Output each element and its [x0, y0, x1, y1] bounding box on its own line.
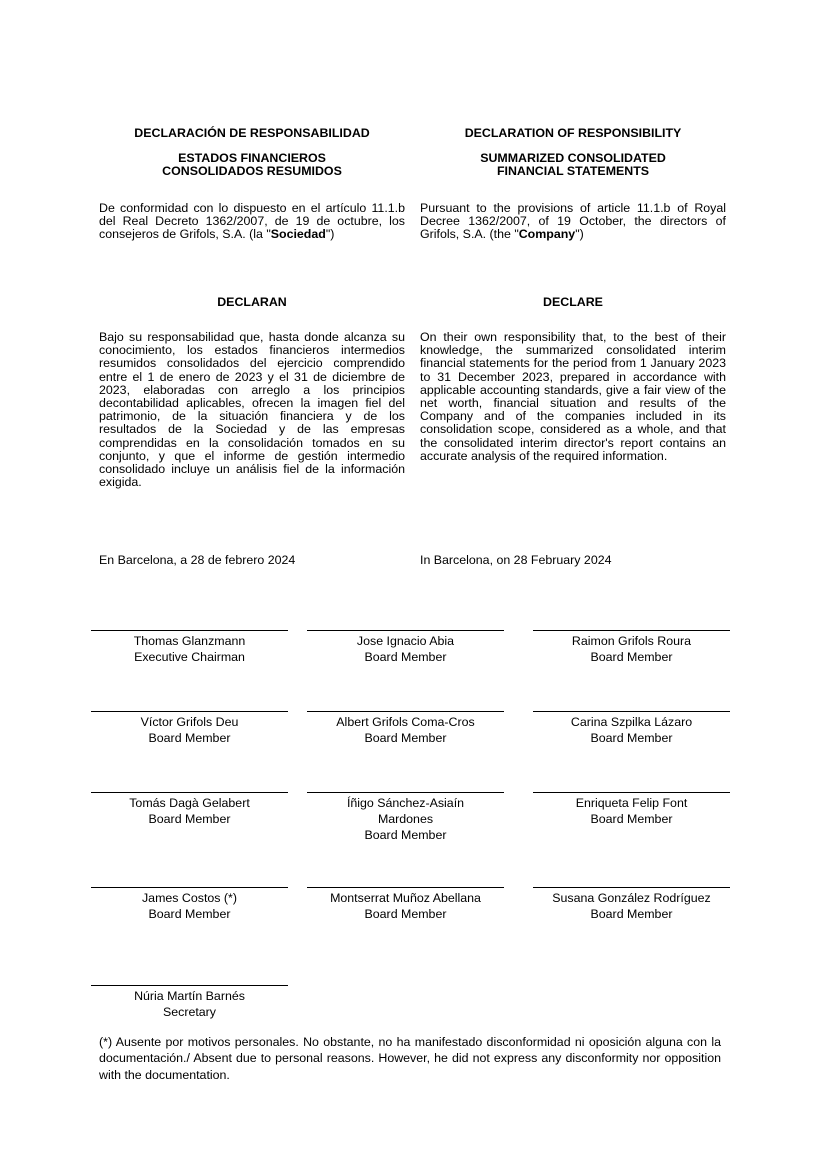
signatory-role: Executive Chairman — [134, 650, 245, 664]
spanish-title: DECLARACIÓN DE RESPONSABILIDAD — [134, 126, 370, 140]
signatory-role: Board Member — [590, 907, 673, 921]
signatory-name: Thomas Glanzmann — [133, 634, 246, 648]
signatory-name: Susana González Rodríguez — [552, 891, 711, 905]
signature-block — [91, 630, 288, 665]
signature-line — [307, 792, 504, 793]
signatory-role: Board Member — [590, 812, 673, 826]
english-place-date: In Barcelona, on 28 February 2024 — [420, 553, 612, 567]
signatory-name: Víctor Grifols Deu — [140, 715, 239, 729]
spanish-subtitle — [99, 152, 405, 178]
signatory-name: Jose Ignacio Abia — [356, 634, 455, 648]
signature-line — [307, 887, 504, 888]
signature-block — [533, 630, 730, 665]
signature-line — [307, 711, 504, 712]
signatory-name-line2: Mardones — [377, 812, 434, 826]
signatory-name: Raimon Grifols Roura — [571, 634, 692, 648]
signatory-name: Núria Martín Barnés — [134, 989, 245, 1003]
signature-block — [533, 887, 730, 922]
signatory-role: Board Member — [148, 812, 231, 826]
signature-line — [91, 887, 288, 888]
spanish-intro-prefix: De conformidad con lo dispuesto en el artículo 11.1.b del Real Decreto 1362/2007, de 19 de octubre, los consejeros de Grifols, S.A. (la " — [99, 201, 405, 242]
signatory-name: Tomás Dagà Gelabert — [129, 796, 250, 810]
spanish-place-date: En Barcelona, a 28 de febrero 2024 — [99, 553, 296, 567]
signatory-role: Secretary — [162, 1005, 217, 1019]
english-subtitle — [420, 152, 726, 178]
signature-block — [307, 792, 504, 843]
signature-line — [533, 887, 730, 888]
signature-block — [533, 711, 730, 746]
spanish-intro-suffix: ") — [325, 227, 335, 242]
english-intro-prefix: Pursuant to the provisions of article 11.1.b of Royal Decree 1362/2007, of 19 October, the directors of Grifols, S.A. (the " — [420, 201, 726, 242]
english-subtitle-line1: SUMMARIZED CONSOLIDATED — [480, 151, 666, 165]
signature-line — [91, 630, 288, 631]
signatory-role: Board Member — [364, 650, 447, 664]
signature-line — [91, 792, 288, 793]
signatory-role: Board Member — [364, 828, 447, 842]
signatory-role: Board Member — [590, 650, 673, 664]
english-intro — [420, 202, 726, 242]
signature-block — [307, 630, 504, 665]
signature-block — [307, 711, 504, 746]
signatory-name: Enriqueta Felip Font — [575, 796, 688, 810]
english-declare-heading: DECLARE — [543, 295, 603, 309]
english-declaration: On their own responsibility that, to the best of their knowledge, the summarized consolidated interim financial statements for the period from 1 January 2023 to 31 December 2023, prepared in accordance with applicable accounting standards, give a fair view of the net worth, financial situation and results of the Company and of the companies included in its consolidation scope, considered as a whole, and that the consolidated interim director's report contains an accurate analysis of the required information. — [420, 330, 726, 463]
english-intro-suffix: ") — [575, 227, 584, 242]
spanish-subtitle-line1: ESTADOS FINANCIEROS — [178, 151, 326, 165]
signatory-name: Montserrat Muñoz Abellana — [330, 891, 481, 905]
signature-line — [91, 711, 288, 712]
english-intro-bold: Company — [518, 227, 576, 242]
signatory-role: Board Member — [148, 731, 231, 745]
signature-line — [533, 792, 730, 793]
signature-block — [91, 985, 288, 1020]
spanish-intro — [99, 202, 405, 242]
signatory-role: Board Member — [148, 907, 231, 921]
spanish-intro-bold: Sociedad — [270, 227, 326, 242]
signatory-role: Board Member — [364, 731, 447, 745]
spanish-declaration: Bajo su responsabilidad que, hasta donde alcanza su conocimiento, los estados financieros intermedios resumidos consolidados del ejercicio comprendido entre el 1 de enero de 2023 y el 31 de diciembre de 2023, elaboradas con arreglo a los principios decontabilidad aplicables, ofrecen la imagen fiel del patrimonio, de la situación financiera y de los resultados de la Sociedad y de las empresas comprendidas en la consolidación tomados en su conjunto, y que el informe de gestión intermedio consolidado incluye un análisis fiel de la información exigida. — [99, 330, 405, 490]
signature-block — [91, 792, 288, 827]
signatory-name: James Costos (*) — [141, 891, 238, 905]
signature-block — [91, 887, 288, 922]
spanish-subtitle-line2: CONSOLIDADOS RESUMIDOS — [162, 164, 342, 179]
signature-block — [307, 887, 504, 922]
signature-line — [307, 630, 504, 631]
signature-line — [91, 985, 288, 986]
signature-block — [533, 792, 730, 827]
english-title: DECLARATION OF RESPONSIBILITY — [464, 126, 682, 140]
signatory-name: Carina Szpilka Lázaro — [570, 715, 693, 729]
signature-block — [91, 711, 288, 746]
signatory-role: Board Member — [364, 907, 447, 921]
signature-line — [533, 630, 730, 631]
signatory-name-line1: Íñigo Sánchez-Asiaín — [346, 796, 465, 810]
signature-line — [533, 711, 730, 712]
signatory-role: Board Member — [590, 731, 673, 745]
signatory-name: Albert Grifols Coma-Cros — [336, 715, 475, 729]
spanish-declare-heading: DECLARAN — [217, 295, 287, 309]
footnote: (*) Ausente por motivos personales. No obstante, no ha manifestado disconformidad ni oposición alguna con la documentación./ Absent due to personal reasons. However, he did not express any disconformity nor opposition with the documentation. — [99, 1035, 721, 1082]
english-subtitle-line2: FINANCIAL STATEMENTS — [496, 164, 650, 179]
